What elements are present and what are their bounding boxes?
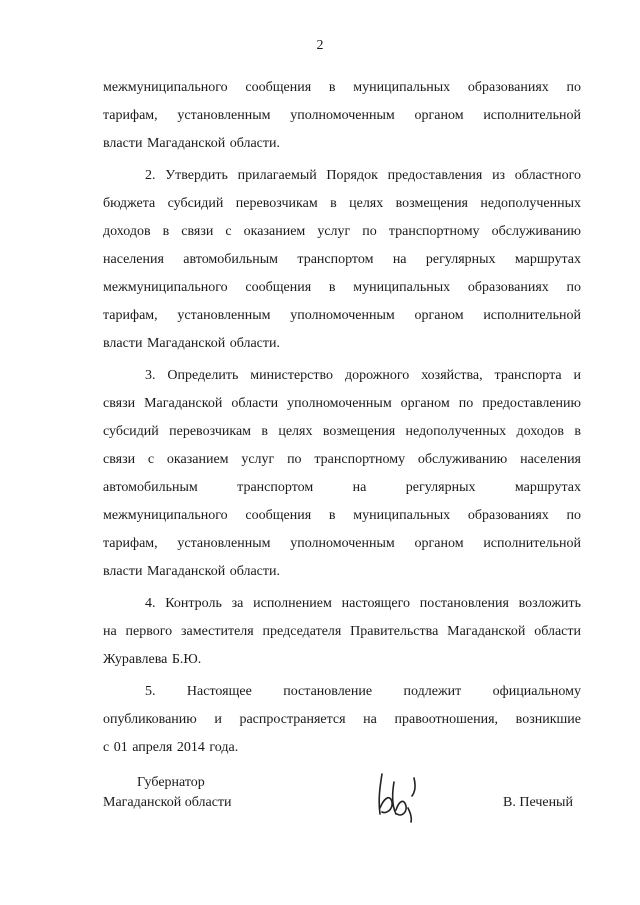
- text-line: тарифам, установленным уполномоченным органом исполнительной: [103, 108, 581, 123]
- text-line: опубликованию и распространяется на правоотношения, возникшие: [103, 712, 581, 727]
- signatory-title: Губернатор: [137, 775, 205, 790]
- signatory-name: В. Печеный: [503, 795, 573, 810]
- text-line: тарифам, установленным уполномоченным органом исполнительной: [103, 536, 581, 551]
- text-line: 3. Определить министерство дорожного хозяйства, транспорта и: [145, 368, 581, 383]
- page-number: 2: [316, 38, 324, 53]
- text-line: автомобильным транспортом на регулярных маршрутах: [103, 480, 581, 495]
- text-line: доходов в связи с оказанием услуг по транспортному обслуживанию: [103, 224, 581, 239]
- text-line: тарифам, установленным уполномоченным органом исполнительной: [103, 308, 581, 323]
- paragraph-3: [103, 362, 581, 586]
- signatory-region: Магаданской области: [103, 795, 232, 810]
- text-line: населения автомобильным транспортом на регулярных маршрутах: [103, 252, 581, 267]
- text-line: связи с оказанием услуг по транспортному обслуживанию населения: [103, 452, 581, 467]
- text-line: 2. Утвердить прилагаемый Порядок предоставления из областного: [145, 168, 581, 183]
- text-line: межмуниципального сообщения в муниципальных образованиях по: [103, 508, 581, 523]
- text-line: межмуниципального сообщения в муниципальных образованиях по: [103, 80, 581, 95]
- text-line: связи Магаданской области уполномоченным органом по предоставлению: [103, 396, 581, 411]
- text-line: с 01 апреля 2014 года.: [103, 740, 239, 755]
- paragraph-2: [103, 162, 581, 358]
- text-line: бюджета субсидий перевозчикам в целях возмещения недополученных: [103, 196, 581, 211]
- paragraph-4: [103, 590, 581, 674]
- text-line: субсидий перевозчикам в целях возмещения недополученных доходов в: [103, 424, 581, 439]
- handwritten-signature: [368, 768, 428, 824]
- text-line: власти Магаданской области.: [103, 336, 280, 351]
- text-line: 4. Контроль за исполнением настоящего постановления возложить: [145, 596, 581, 611]
- document-body: [103, 74, 581, 762]
- text-line: межмуниципального сообщения в муниципальных образованиях по: [103, 280, 581, 295]
- text-line: власти Магаданской области.: [103, 136, 280, 151]
- paragraph-5: [103, 678, 581, 762]
- signature-block: [0, 768, 640, 848]
- text-line: на первого заместителя председателя Правительства Магаданской области: [103, 624, 581, 639]
- text-line: власти Магаданской области.: [103, 564, 280, 579]
- text-line: Журавлева Б.Ю.: [103, 652, 202, 667]
- paragraph-continuation: [103, 74, 581, 158]
- text-line: 5. Настоящее постановление подлежит официальному: [145, 684, 581, 699]
